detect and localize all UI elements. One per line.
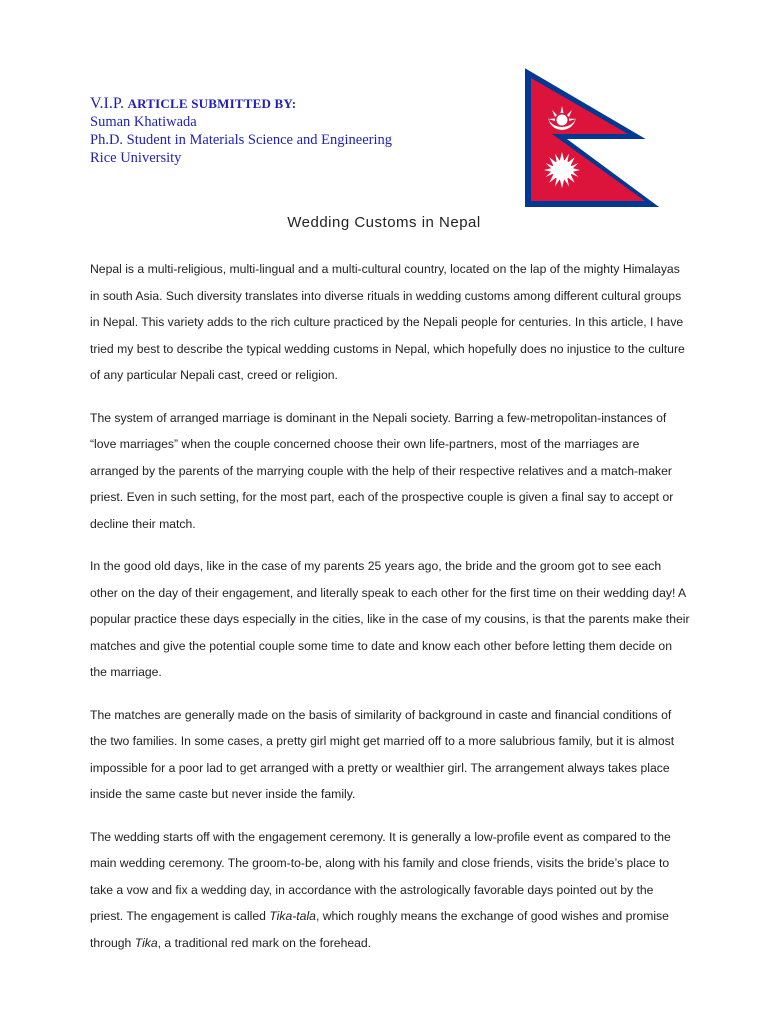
term-tika-tala: Tika-tala (269, 909, 316, 923)
paragraph-2: The system of arranged marriage is dominant in the Nepali society. Barring a few-metropolitan-instances of “love marriages” when the couple concerned choose their own life-partners, most of the marriages are arranged by the parents of the marrying couple with the help of their respective relatives and a match-maker priest. Even in such setting, for the most part, each of the prospective couple is given a final say to accept or decline their match. (90, 410, 674, 531)
submitted-by-label: ARTICLE SUBMITTED BY: (127, 96, 297, 111)
author-name: Suman Khatiwada (90, 114, 197, 130)
paragraph-5-text-after: , a traditional red mark on the forehead. (157, 935, 372, 950)
term-tika: Tika (134, 935, 158, 950)
submission-header (90, 95, 392, 167)
article-body (90, 256, 690, 972)
paragraph-3: In the good old days, like in the case of my parents 25 years ago, the bride and the groom got to see each other on the day of their engagement, and literally speak to each other for the first time on their wedding day! A popular practice these days especially in the cities, like in the case of my cousins, is that the parents make their matches and give the potential couple some time to date and know each other before letting them decide on the marriage. (90, 559, 690, 679)
author-institution: Rice University (90, 150, 182, 166)
author-role: Ph.D. Student in Materials Science and Engineering (90, 132, 393, 148)
submitted-by-line (90, 95, 392, 113)
paragraph-1: Nepal is a multi-religious, multi-lingual and a multi-cultural country, located on the lap of the mighty Himalayas in south Asia. Such diversity translates into diverse rituals in wedding customs among different cultural groups in Nepal. This variety adds to the rich culture practiced by the Nepali people for centuries. In this article, I have tried my best to describe the typical wedding customs in Nepal, which hopefully does no injustice to the culture of any particular Nepali cast, creed or religion. (90, 262, 685, 382)
paragraph-4: The matches are generally made on the basis of similarity of background in caste and financial conditions of the two families. In some cases, a pretty girl might get married off to a more salubrious family, but it is almost impossible for a poor lad to get arranged with a pretty or wealthier girl. The arrangement always takes place inside the same caste but never inside the family. (90, 707, 675, 801)
paragraph-5 (90, 824, 690, 957)
paragraph-5-text-before: The wedding starts off with the engagement ceremony. It is generally a low-profile event as compared to the main wedding ceremony. The groom-to-be, along with his family and close friends, visits the bride’s place to take a vow and fix a wedding day, in accordance with the astrologically favorable days pointed out by the priest. The engagement is called (90, 829, 671, 923)
paragraph-5-text-middle: , which roughly means the exchange of good wishes and promise through (90, 909, 669, 950)
nepal-flag-icon (522, 68, 662, 208)
article-title: Wedding Customs in Nepal (287, 214, 481, 231)
vip-label: V.I.P. (90, 95, 124, 112)
